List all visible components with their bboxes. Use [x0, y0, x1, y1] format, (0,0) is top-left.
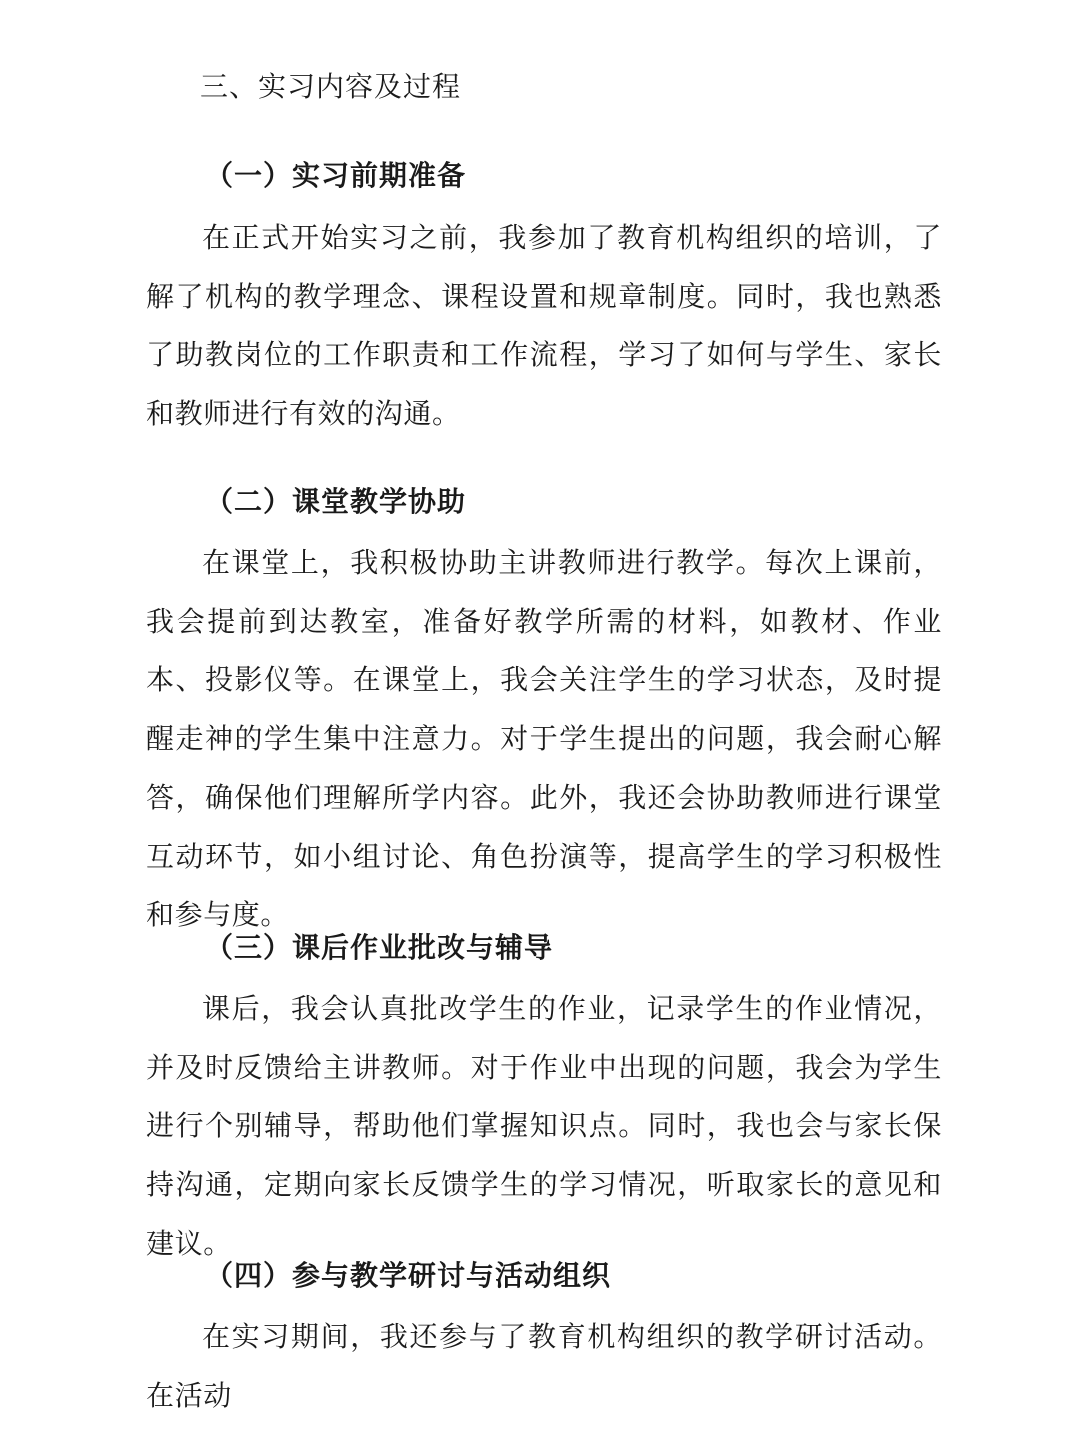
subheading-preparation: （一）实习前期准备 [205, 159, 467, 192]
paragraph-teaching-research: 在实习期间，我还参与了教育机构组织的教学研讨活动。在活动 [146, 1320, 942, 1412]
subheading-teaching-research: （四）参与教学研讨与活动组织 [205, 1259, 612, 1292]
paragraph-preparation: 在正式开始实习之前，我参加了教育机构组织的培训，了解了机构的教学理念、课程设置和规章制度。同时，我也熟悉了助教岗位的工作职责和工作流程，学习了如何与学生、家长和教师进行有效的沟通。 [146, 221, 942, 431]
subheading-classroom-assist: （二）课堂教学协助 [205, 485, 467, 518]
paragraph-classroom-assist: 在课堂上，我积极协助主讲教师进行教学。每次上课前，我会提前到达教室，准备好教学所需的材料，如教材、作业本、投影仪等。在课堂上，我会关注学生的学习状态，及时提醒走神的学生集中注意力。对于学生提出的问题，我会耐心解答，确保他们理解所学内容。此外，我还会协助教师进行课堂互动环节，如小组讨论、角色扮演等，提高学生的学习积极性和参与度。 [146, 546, 942, 932]
subheading-homework-tutoring: （三）课后作业批改与辅导 [205, 931, 554, 964]
paragraph-homework-tutoring: 课后，我会认真批改学生的作业，记录学生的作业情况，并及时反馈给主讲教师。对于作业中出现的问题，我会为学生进行个别辅导，帮助他们掌握知识点。同时，我也会与家长保持沟通，定期向家长反馈学生的学习情况，听取家长的意见和建议。 [146, 992, 942, 1260]
section-title: 三、实习内容及过程 [200, 70, 462, 103]
